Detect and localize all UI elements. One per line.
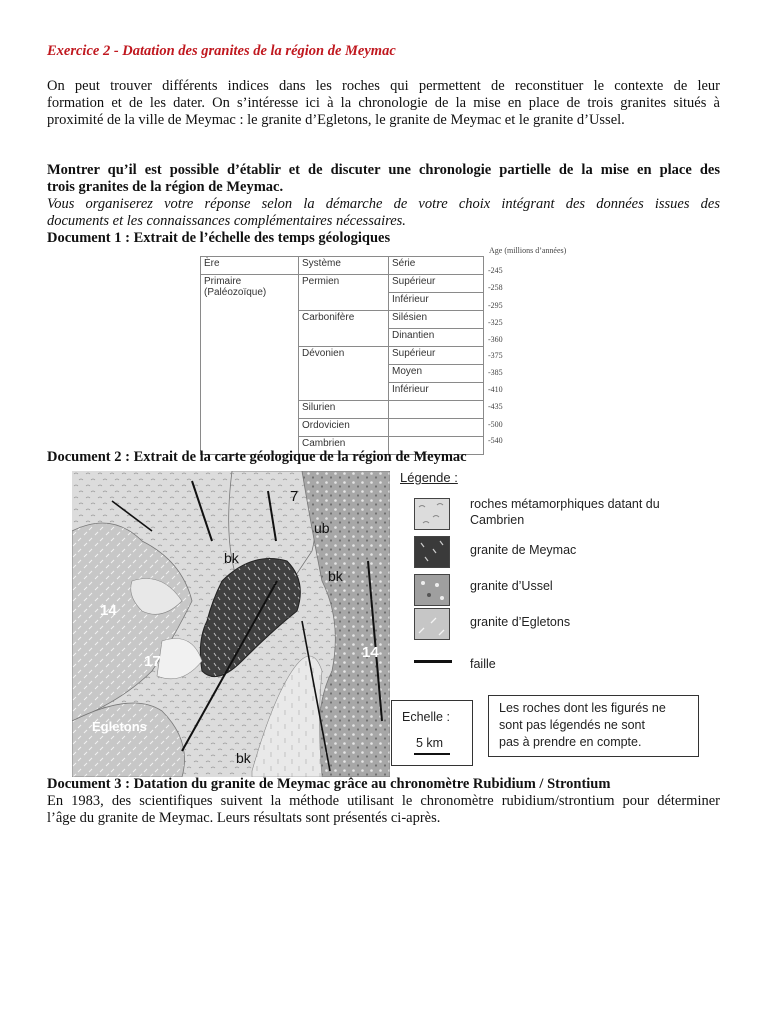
legend-label-ussel: granite d’Ussel <box>470 579 553 593</box>
map-label: bk <box>328 568 343 584</box>
legend-label-meymac: granite de Meymac <box>470 543 577 557</box>
question-line: Montrer qu’il est possible d’établir et de discuter une chronologie partielle de la mise en place des <box>47 162 720 178</box>
cell-ere-primaire <box>201 275 299 455</box>
doc3-line: En 1983, des scientifiques suivent la méthode utilisant le chronomètre rubidium/strontium pour déterminer <box>47 793 720 809</box>
map-label: 14 <box>100 602 117 619</box>
cell-ordovicien: Ordovicien <box>299 419 389 437</box>
cell-serie: Moyen <box>389 365 484 383</box>
age-tick: -500 <box>488 420 503 429</box>
cell-permien: Permien <box>299 275 389 311</box>
cell-serie: Inférieur <box>389 383 484 401</box>
legend-label-metamorphic <box>470 496 660 528</box>
document-1-heading: Document 1 : Extrait de l’échelle des temps géologiques <box>47 230 391 246</box>
age-tick: -245 <box>488 266 503 275</box>
cell-serie: Supérieur <box>389 275 484 293</box>
instruction-line: Vous organiserez votre réponse selon la démarche de votre choix intégrant des données issues des <box>47 196 720 212</box>
intro-line: formation et de les dater. On s’intéresse ici à la chronologie de la mise en place de trois granites situés à <box>47 95 720 111</box>
header-serie: Série <box>389 257 484 275</box>
legend-swatch-ussel <box>414 574 450 606</box>
geological-timescale <box>200 246 600 449</box>
question-line: trois granites de la région de Meymac. <box>47 179 284 195</box>
age-tick: -375 <box>488 351 503 360</box>
age-axis-title: Age (millions d’années) <box>489 246 567 255</box>
instruction-paragraph <box>47 196 720 230</box>
cell-carbonifere: Carbonifère <box>299 311 389 347</box>
cell-serie: Dinantien <box>389 329 484 347</box>
age-tick: -540 <box>488 436 503 445</box>
scale-value: 5 km <box>416 736 444 750</box>
header-ere: Ère <box>201 257 299 275</box>
age-tick: -360 <box>488 335 503 344</box>
legend-label-fault: faille <box>470 657 496 671</box>
cell-serie: Silésien <box>389 311 484 329</box>
map-label: 17 <box>144 653 161 670</box>
table-row <box>201 257 484 275</box>
age-tick: -435 <box>488 402 503 411</box>
legend-swatch-egletons <box>414 608 450 640</box>
map-label: 14 <box>362 644 379 661</box>
legend-label-egletons: granite d’Egletons <box>470 615 571 629</box>
map-note <box>488 695 699 757</box>
geological-map <box>72 471 390 777</box>
map-label-town: Egletons <box>92 719 147 734</box>
doc3-line: l’âge du granite de Meymac. Leurs résultats sont présentés ci-après. <box>47 810 441 826</box>
header-systeme: Système <box>299 257 389 275</box>
map-label: bk <box>236 750 251 766</box>
legend-line: roches métamorphiques datant du <box>470 497 660 511</box>
cell-empty <box>389 401 484 419</box>
ere-sublabel: (Paléozoïque) <box>204 287 267 298</box>
cell-empty <box>389 419 484 437</box>
ere-label: Primaire <box>204 276 242 287</box>
age-tick: -258 <box>488 283 503 292</box>
age-tick: -295 <box>488 301 503 310</box>
note-line: Les roches dont les figurés ne <box>499 701 666 715</box>
age-tick: -410 <box>488 385 503 394</box>
legend-line: Cambrien <box>470 513 525 527</box>
cell-silurien: Silurien <box>299 401 389 419</box>
legend-swatch-metamorphic <box>414 498 450 530</box>
age-tick: -385 <box>488 368 503 377</box>
cell-devonien: Dévonien <box>299 347 389 401</box>
cell-serie: Supérieur <box>389 347 484 365</box>
cell-serie: Inférieur <box>389 293 484 311</box>
doc3-paragraph <box>47 793 720 827</box>
intro-line: On peut trouver différents indices dans les roches qui permettent de reconstituer le contexte de leur <box>47 78 720 94</box>
note-line: pas à prendre en compte. <box>499 735 642 749</box>
note-line: sont pas légendés ne sont <box>499 718 645 732</box>
scale-bar <box>414 753 450 755</box>
document-2-heading: Document 2 : Extrait de la carte géologique de la région de Meymac <box>47 449 467 465</box>
legend-swatch-meymac <box>414 536 450 568</box>
intro-line: proximité de la ville de Meymac : le granite d’Egletons, le granite de Meymac et le granite d’Ussel. <box>47 112 625 128</box>
scale-box <box>391 700 473 766</box>
map-label: 7 <box>290 488 299 505</box>
map-label: bk <box>224 550 239 566</box>
intro-paragraph <box>47 78 720 129</box>
legend-title: Légende : <box>400 470 458 485</box>
cell-cambrien: Cambrien <box>299 437 389 455</box>
instruction-line: documents et les connaissances complémentaires nécessaires. <box>47 213 406 229</box>
table-row <box>201 275 484 293</box>
document-3-heading: Document 3 : Datation du granite de Meymac grâce au chronomètre Rubidium / Strontium <box>47 776 611 792</box>
timescale-table <box>200 256 484 455</box>
scale-title: Echelle : <box>402 710 450 724</box>
age-tick: -325 <box>488 318 503 327</box>
legend-fault-line <box>414 660 452 663</box>
question-paragraph <box>47 162 720 196</box>
exercise-title: Exercice 2 - Datation des granites de la région de Meymac <box>47 43 396 59</box>
map-label: ub <box>314 520 330 536</box>
